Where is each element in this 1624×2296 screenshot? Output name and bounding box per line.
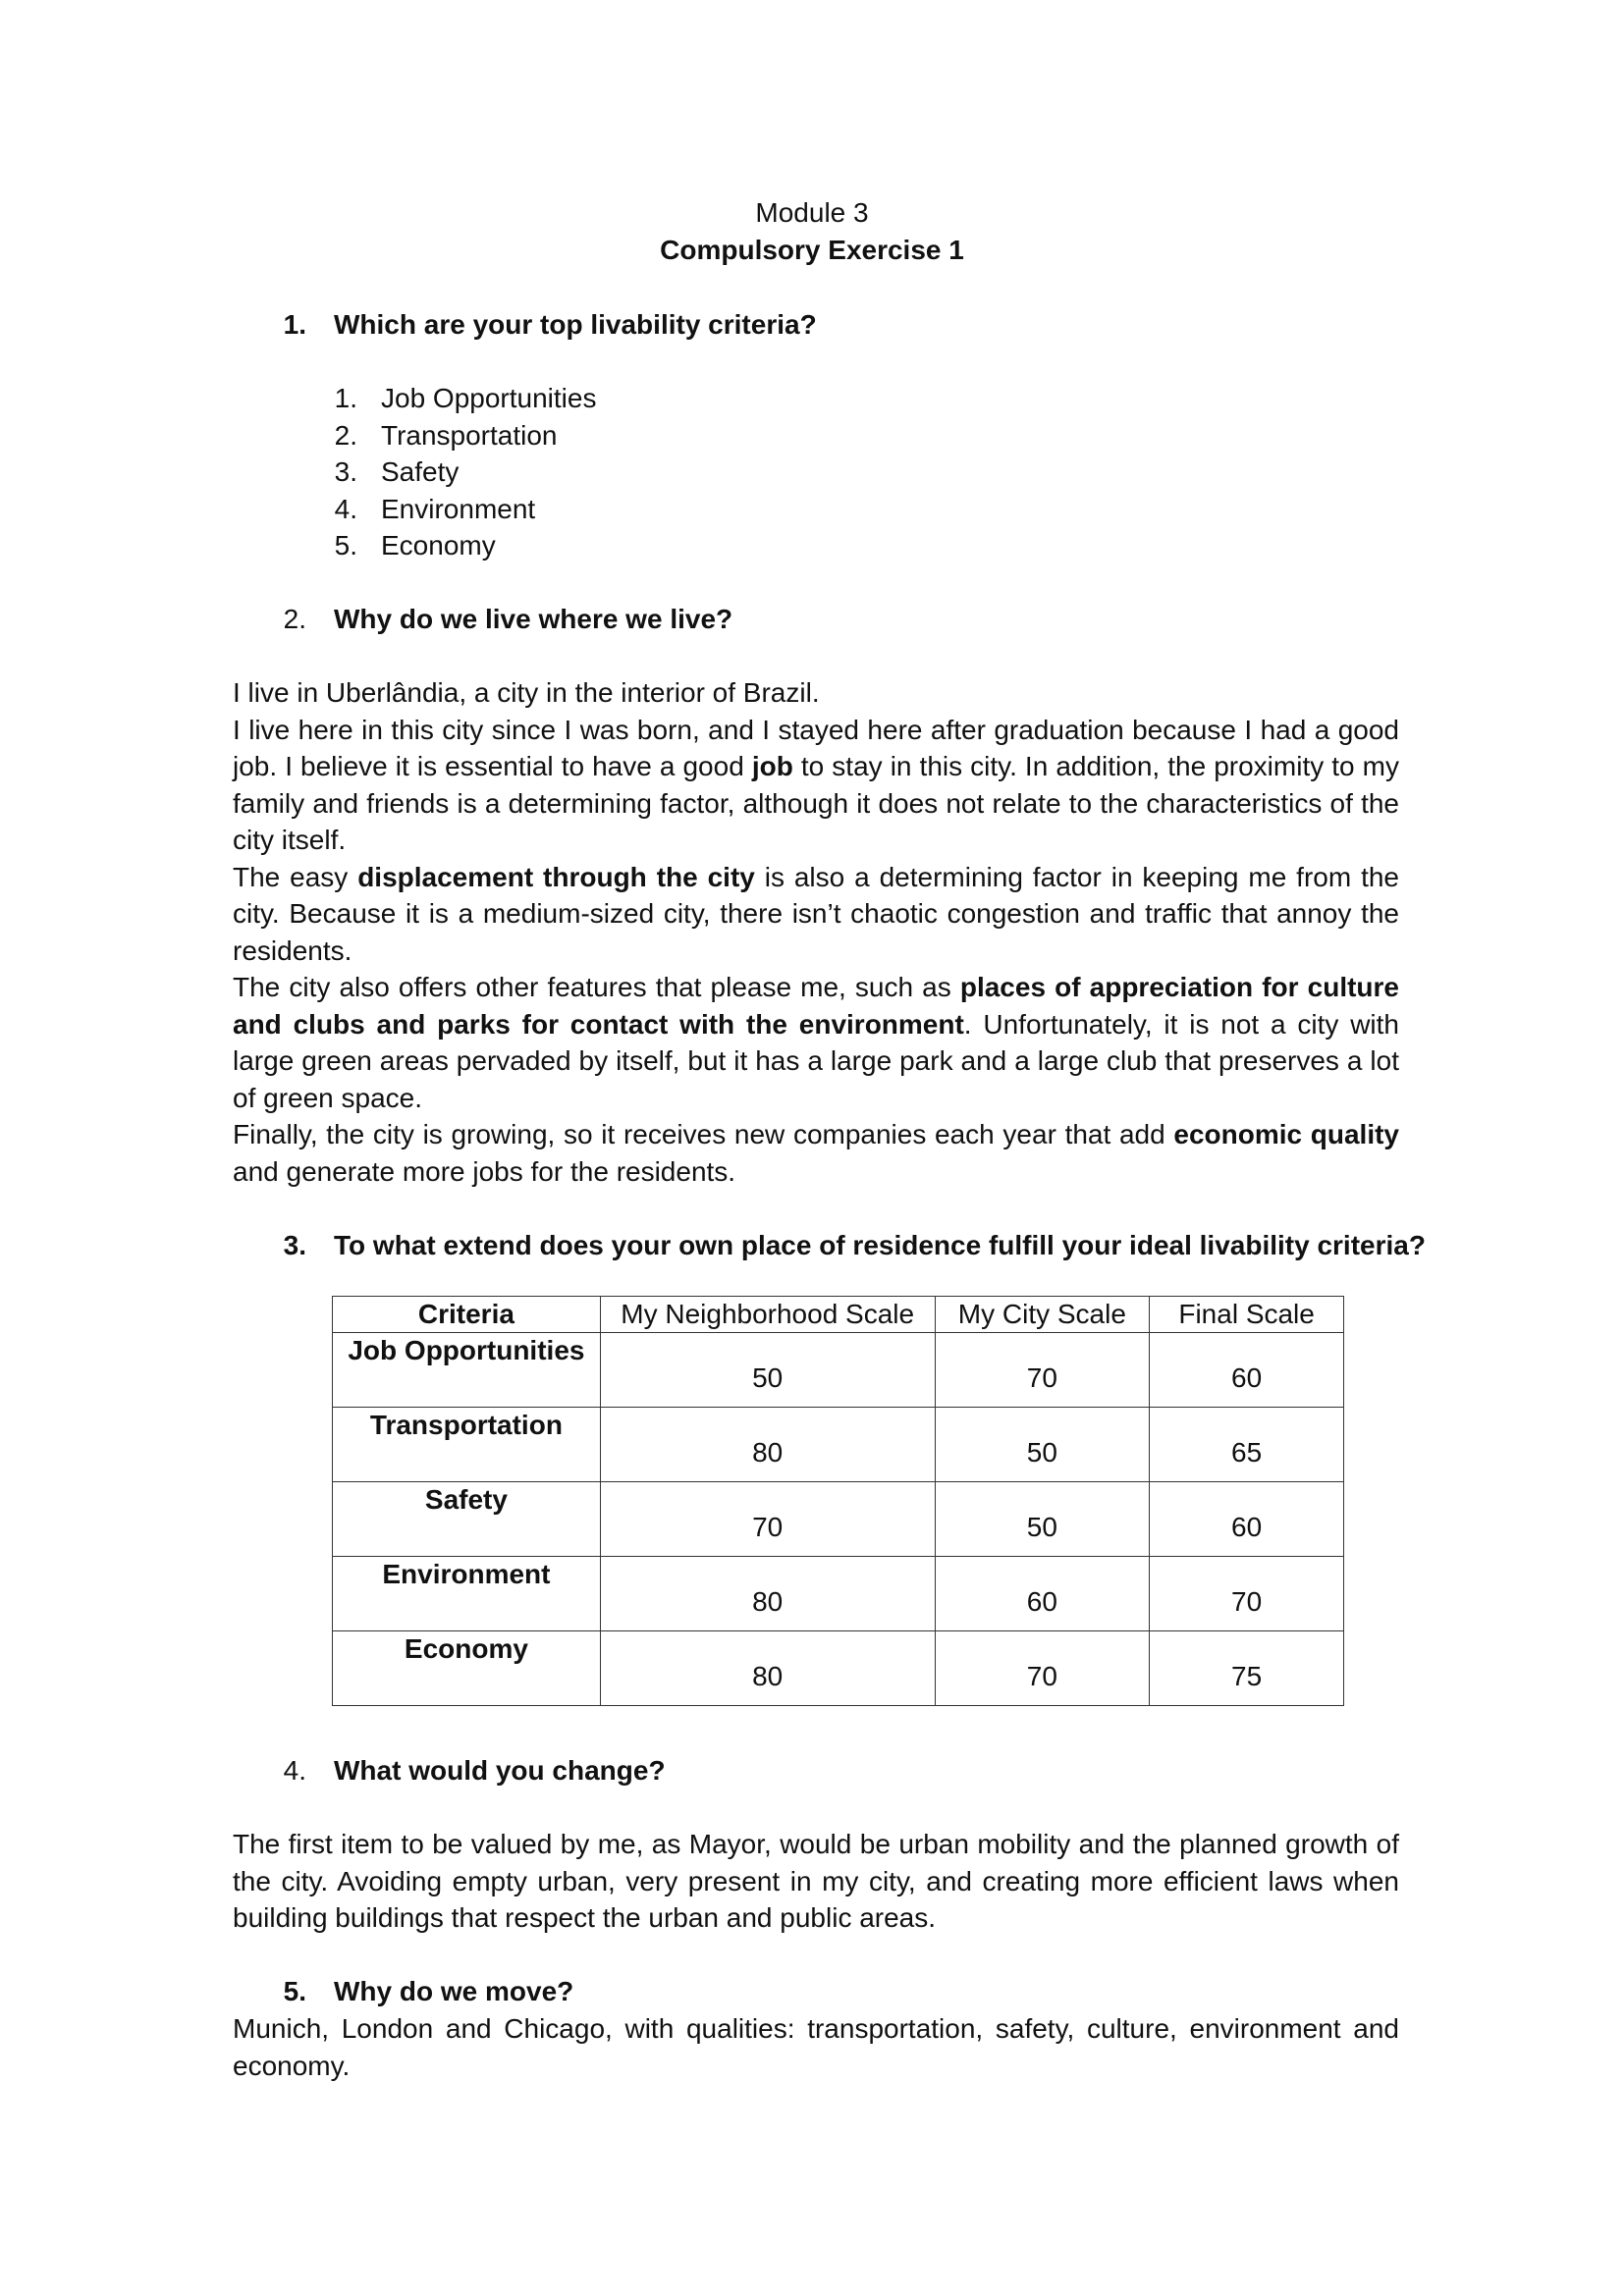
emphasis-text: economic quality <box>1173 1119 1399 1149</box>
criteria-cell: Economy <box>333 1631 601 1706</box>
module-label: Module 3 <box>755 197 869 228</box>
list-item-number: 1. <box>334 383 357 413</box>
document-title: Compulsory Exercise 1 <box>660 235 964 265</box>
final-cell: 60 <box>1150 1333 1344 1408</box>
q2-number: 2. <box>283 604 306 634</box>
paragraph-text: Finally, the city is growing, so it receives new companies each year that add <box>233 1119 1174 1149</box>
final-cell: 65 <box>1150 1408 1344 1482</box>
q4-number: 4. <box>283 1755 306 1786</box>
table-row <box>333 1408 1344 1482</box>
table-row <box>333 1631 1344 1706</box>
final-cell: 60 <box>1150 1482 1344 1557</box>
q2-question: Why do we live where we live? <box>334 604 733 634</box>
q5-question: Why do we move? <box>334 1976 574 2006</box>
answer-paragraph <box>233 674 1399 712</box>
answer-paragraph <box>233 969 1399 1116</box>
neighborhood-cell: 80 <box>600 1631 935 1706</box>
paragraph-text: I live in Uberlândia, a city in the interior of Brazil. <box>233 677 820 708</box>
column-header: My City Scale <box>935 1297 1150 1333</box>
paragraph-text: . Unfortunately, it is not a city with large green areas pervaded by itself, but it has a large park and a large club that preserves a lot of green space. <box>233 1008 1399 1113</box>
list-item: Safety <box>381 456 460 487</box>
city-cell: 70 <box>935 1333 1150 1408</box>
column-header: My Neighborhood Scale <box>600 1297 935 1333</box>
answer-paragraph: Munich, London and Chicago, with qualities: transportation, safety, culture, environment and economy. <box>233 2013 1399 2081</box>
list-item: Economy <box>381 530 496 561</box>
answer-paragraph: The first item to be valued by me, as Mayor, would be urban mobility and the planned growth of the city. Avoiding empty urban, very present in my city, and creating more efficient laws when building buildings that respect the urban and public areas. <box>233 1829 1399 1933</box>
list-item-number: 2. <box>334 420 357 451</box>
livability-table <box>332 1296 1344 1706</box>
final-cell: 75 <box>1150 1631 1344 1706</box>
final-cell: 70 <box>1150 1557 1344 1631</box>
paragraph-text: I live here in this city since I was born, and I stayed here after graduation because I had a good job. I believe it is essential to have a good <box>233 714 1399 781</box>
q1-number: 1. <box>283 309 306 340</box>
list-item: Environment <box>381 494 536 524</box>
city-cell: 50 <box>935 1408 1150 1482</box>
q2-answer <box>233 674 1399 1190</box>
list-item: Transportation <box>381 420 558 451</box>
neighborhood-cell: 70 <box>600 1482 935 1557</box>
q5-number: 5. <box>283 1976 306 2006</box>
city-cell: 60 <box>935 1557 1150 1631</box>
list-item-number: 4. <box>334 494 357 524</box>
neighborhood-cell: 80 <box>600 1408 935 1482</box>
q5-answer <box>233 2010 1399 2084</box>
emphasis-text: places of appreciation for culture and clubs and parks for contact with the environment <box>233 972 1400 1040</box>
neighborhood-cell: 50 <box>600 1333 935 1408</box>
emphasis-text: displacement through the city <box>357 861 755 892</box>
table-row <box>333 1557 1344 1631</box>
paragraph-text: is also a determining factor in keeping me from the city. Because it is a medium-sized city, there isn’t chaotic congestion and traffic that annoy the residents. <box>233 861 1400 966</box>
list-item-number: 5. <box>334 530 357 561</box>
list-item: Job Opportunities <box>381 383 597 413</box>
criteria-cell: Environment <box>333 1557 601 1631</box>
q1-question: Which are your top livability criteria? <box>334 309 817 340</box>
answer-paragraph <box>233 1116 1399 1190</box>
emphasis-text: job <box>751 751 793 781</box>
q3-question: To what extend does your own place of residence fulfill your ideal livability criteria? <box>334 1230 1426 1260</box>
answer-paragraph <box>233 859 1399 970</box>
table-row <box>333 1482 1344 1557</box>
criteria-cell: Job Opportunities <box>333 1333 601 1408</box>
q3-number: 3. <box>283 1230 306 1260</box>
q4-question: What would you change? <box>334 1755 666 1786</box>
column-header: Final Scale <box>1150 1297 1344 1333</box>
table-header-row <box>333 1297 1344 1333</box>
q4-answer <box>233 1826 1399 1937</box>
paragraph-text: to stay in this city. In addition, the proximity to my family and friends is a determining factor, although it does not relate to the characteristics of the city itself. <box>233 751 1400 855</box>
column-header: Criteria <box>333 1297 601 1333</box>
paragraph-text: The city also offers other features that please me, such as <box>233 972 960 1002</box>
criteria-cell: Safety <box>333 1482 601 1557</box>
paragraph-text: and generate more jobs for the residents. <box>233 1155 736 1187</box>
paragraph-text: The easy <box>233 861 358 892</box>
criteria-cell: Transportation <box>333 1408 601 1482</box>
answer-paragraph <box>233 712 1399 859</box>
list-item-number: 3. <box>334 456 357 487</box>
table-row <box>333 1333 1344 1408</box>
city-cell: 50 <box>935 1482 1150 1557</box>
neighborhood-cell: 80 <box>600 1557 935 1631</box>
city-cell: 70 <box>935 1631 1150 1706</box>
